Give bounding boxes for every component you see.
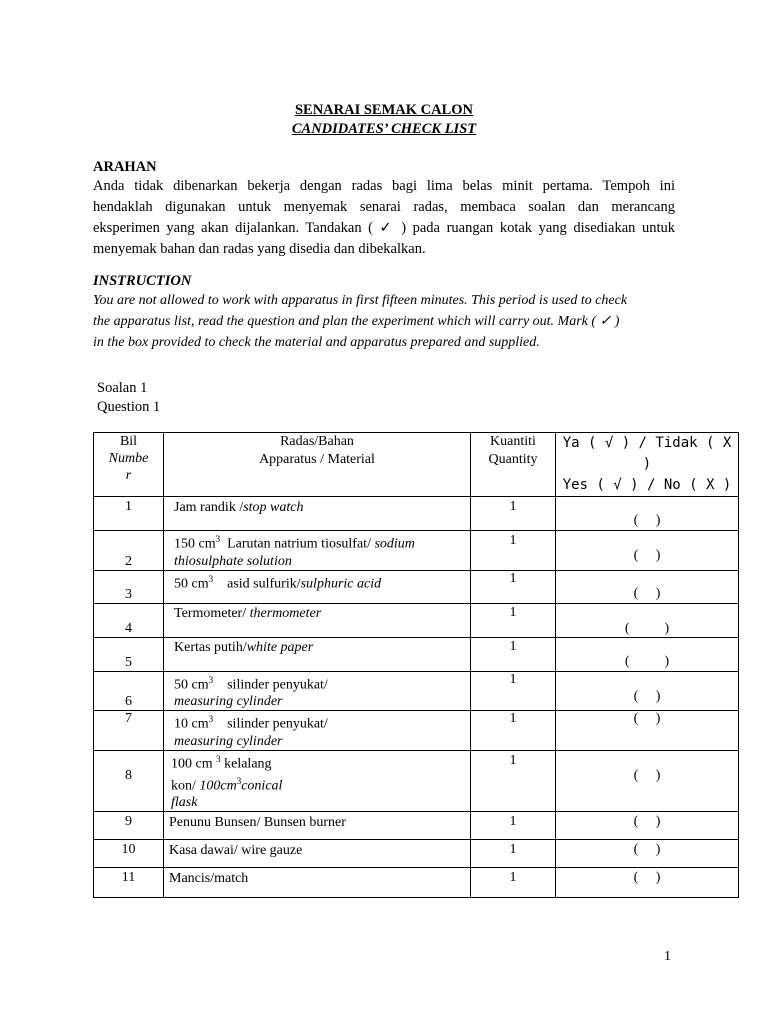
item-description: Penunu Bunsen/ Bunsen burner [164, 812, 471, 840]
item-malay: Kertas putih/ [174, 639, 247, 655]
row-number: 9 [94, 812, 164, 840]
instruction-heading: INSTRUCTION [93, 273, 192, 289]
item-description [164, 711, 471, 751]
check-box[interactable]: ( ) [556, 570, 739, 603]
item-quantity: 1 [471, 531, 556, 571]
check-box[interactable]: ( ) [556, 603, 739, 637]
check-box[interactable]: ( ) [556, 637, 739, 671]
table-row [94, 812, 739, 840]
header-apparatus [164, 433, 471, 497]
instruction-line: You are not allowed to work with apparatus in first fifteen minutes. This period is used to check [93, 293, 628, 308]
instruction-line: the apparatus list, read the question and plan the experiment which will carry out. Mark ( ✓ ) [93, 314, 620, 329]
table-row [94, 603, 739, 637]
item-english-cont: thiosulphate solution [174, 553, 292, 569]
item-description [164, 497, 471, 531]
item-volume-unit-exp: 3 [215, 534, 221, 544]
item-english-cont-2: flask [171, 795, 198, 811]
arahan-line: menyemak bahan dan radas yang disedia dan dibekalkan. [93, 241, 426, 257]
item-description [164, 603, 471, 637]
item-quantity: 1 [471, 812, 556, 840]
item-quantity: 1 [471, 637, 556, 671]
question-label-malay: Soalan 1 [97, 380, 148, 396]
item-volume: 50 cm [174, 677, 209, 693]
item-english-cont: conical [241, 778, 283, 794]
header-apparatus-english: Apparatus / Material [259, 452, 375, 467]
item-malay: silinder penyukat/ [213, 677, 328, 693]
item-description [164, 671, 471, 711]
table-row [94, 570, 739, 603]
row-number: 11 [94, 868, 164, 898]
table-row [94, 840, 739, 868]
item-quantity: 1 [471, 868, 556, 898]
item-english: sulphuric acid [300, 576, 382, 592]
item-quantity: 1 [471, 711, 556, 751]
title-english: CANDIDATES’ CHECK LIST [291, 121, 477, 137]
header-bil-english-wrap: r [125, 468, 132, 483]
instruction-paragraph [93, 290, 675, 353]
item-quantity: 1 [471, 750, 556, 811]
item-description [164, 637, 471, 671]
header-quantity [471, 433, 556, 497]
item-malay: kelalang [220, 756, 272, 772]
page-number: 1 [664, 949, 671, 964]
header-apparatus-malay: Radas/Bahan [280, 434, 354, 449]
item-english: measuring cylinder [174, 733, 283, 749]
row-number: 5 [94, 637, 164, 671]
item-english: white paper [246, 639, 314, 655]
item-quantity: 1 [471, 840, 556, 868]
item-volume: 100 cm [171, 756, 217, 772]
header-bil-english: Numbe [108, 451, 149, 466]
item-malay: Jam randik / [174, 500, 244, 515]
arahan-line: Anda tidak dibenarkan bekerja dengan radas bagi lima belas minit pertama. Tempoh ini [93, 178, 675, 194]
table-row [94, 711, 739, 751]
item-malay-cont: kon/ [171, 778, 200, 794]
item-quantity: 1 [471, 671, 556, 711]
table-header-row [94, 433, 739, 497]
item-description: Mancis/match [164, 868, 471, 898]
header-quantity-malay: Kuantiti [490, 434, 536, 449]
header-yes-no [556, 433, 739, 497]
item-quantity: 1 [471, 570, 556, 603]
header-quantity-english: Quantity [488, 452, 538, 467]
arahan-paragraph [93, 176, 675, 260]
check-box[interactable]: ( ) [556, 497, 739, 531]
table-row [94, 750, 739, 811]
arahan-line: eksperimen yang akan dijalankan. Tandakan ( ✓ ) pada ruangan kotak yang disediakan untuk [93, 220, 675, 236]
item-malay: silinder penyukat/ [213, 716, 328, 732]
item-english-unit-exp: 3 [236, 775, 242, 786]
check-box[interactable]: ( ) [556, 671, 739, 711]
check-box[interactable]: ( ) [556, 840, 739, 868]
table-row [94, 637, 739, 671]
row-number: 10 [94, 840, 164, 868]
item-volume-unit-exp: 3 [208, 674, 214, 685]
item-description [164, 750, 471, 811]
item-english: 100cm [199, 778, 237, 794]
row-number: 2 [94, 531, 164, 571]
item-malay: Termometer/ [174, 605, 250, 621]
table-row [94, 497, 739, 531]
check-box[interactable]: ( ) [556, 531, 739, 571]
check-box[interactable]: ( ) [556, 812, 739, 840]
item-volume: 50 cm [174, 576, 209, 592]
item-volume-unit-exp: 3 [208, 714, 214, 725]
row-number: 3 [94, 570, 164, 603]
row-number: 7 [94, 711, 164, 751]
item-english: thermometer [249, 605, 322, 621]
header-yes-no-malay: Ya ( √ ) / Tidak ( X ) [562, 435, 732, 472]
arahan-line: hendaklah digunakan untuk menyemak senarai radas, membaca soalan dan merancang [93, 199, 675, 215]
item-malay: Larutan natrium tiosulfat/ [220, 536, 375, 552]
item-malay: asid sulfurik/ [213, 576, 301, 592]
item-description [164, 531, 471, 571]
item-volume: 10 cm [174, 716, 209, 732]
table-row [94, 868, 739, 898]
item-description: Kasa dawai/ wire gauze [164, 840, 471, 868]
item-volume-unit-exp: 3 [216, 753, 221, 764]
table-row [94, 671, 739, 711]
header-yes-no-english: Yes ( √ ) / No ( X ) [562, 477, 732, 493]
checklist-table [93, 432, 739, 898]
item-english: measuring cylinder [174, 694, 283, 710]
check-box[interactable]: ( ) [556, 750, 739, 811]
title-malay: SENARAI SEMAK CALON [294, 102, 474, 118]
instruction-line: in the box provided to check the material and apparatus prepared and supplied. [93, 335, 540, 350]
item-description [164, 570, 471, 603]
item-english: stop watch [243, 500, 304, 515]
question-label-english: Question 1 [97, 399, 161, 415]
item-english: sodium [374, 536, 415, 552]
check-box[interactable]: ( ) [556, 711, 739, 751]
row-number: 4 [94, 603, 164, 637]
item-volume: 150 cm [174, 536, 216, 552]
item-volume-unit-exp: 3 [208, 573, 214, 584]
header-bil-malay: Bil [119, 434, 138, 449]
arahan-heading: ARAHAN [93, 159, 157, 175]
row-number: 6 [94, 671, 164, 711]
row-number: 8 [94, 750, 164, 811]
row-number: 1 [94, 497, 164, 531]
header-bil [94, 433, 164, 497]
item-quantity: 1 [471, 497, 556, 531]
check-box[interactable]: ( ) [556, 868, 739, 898]
table-row [94, 531, 739, 571]
item-quantity: 1 [471, 603, 556, 637]
